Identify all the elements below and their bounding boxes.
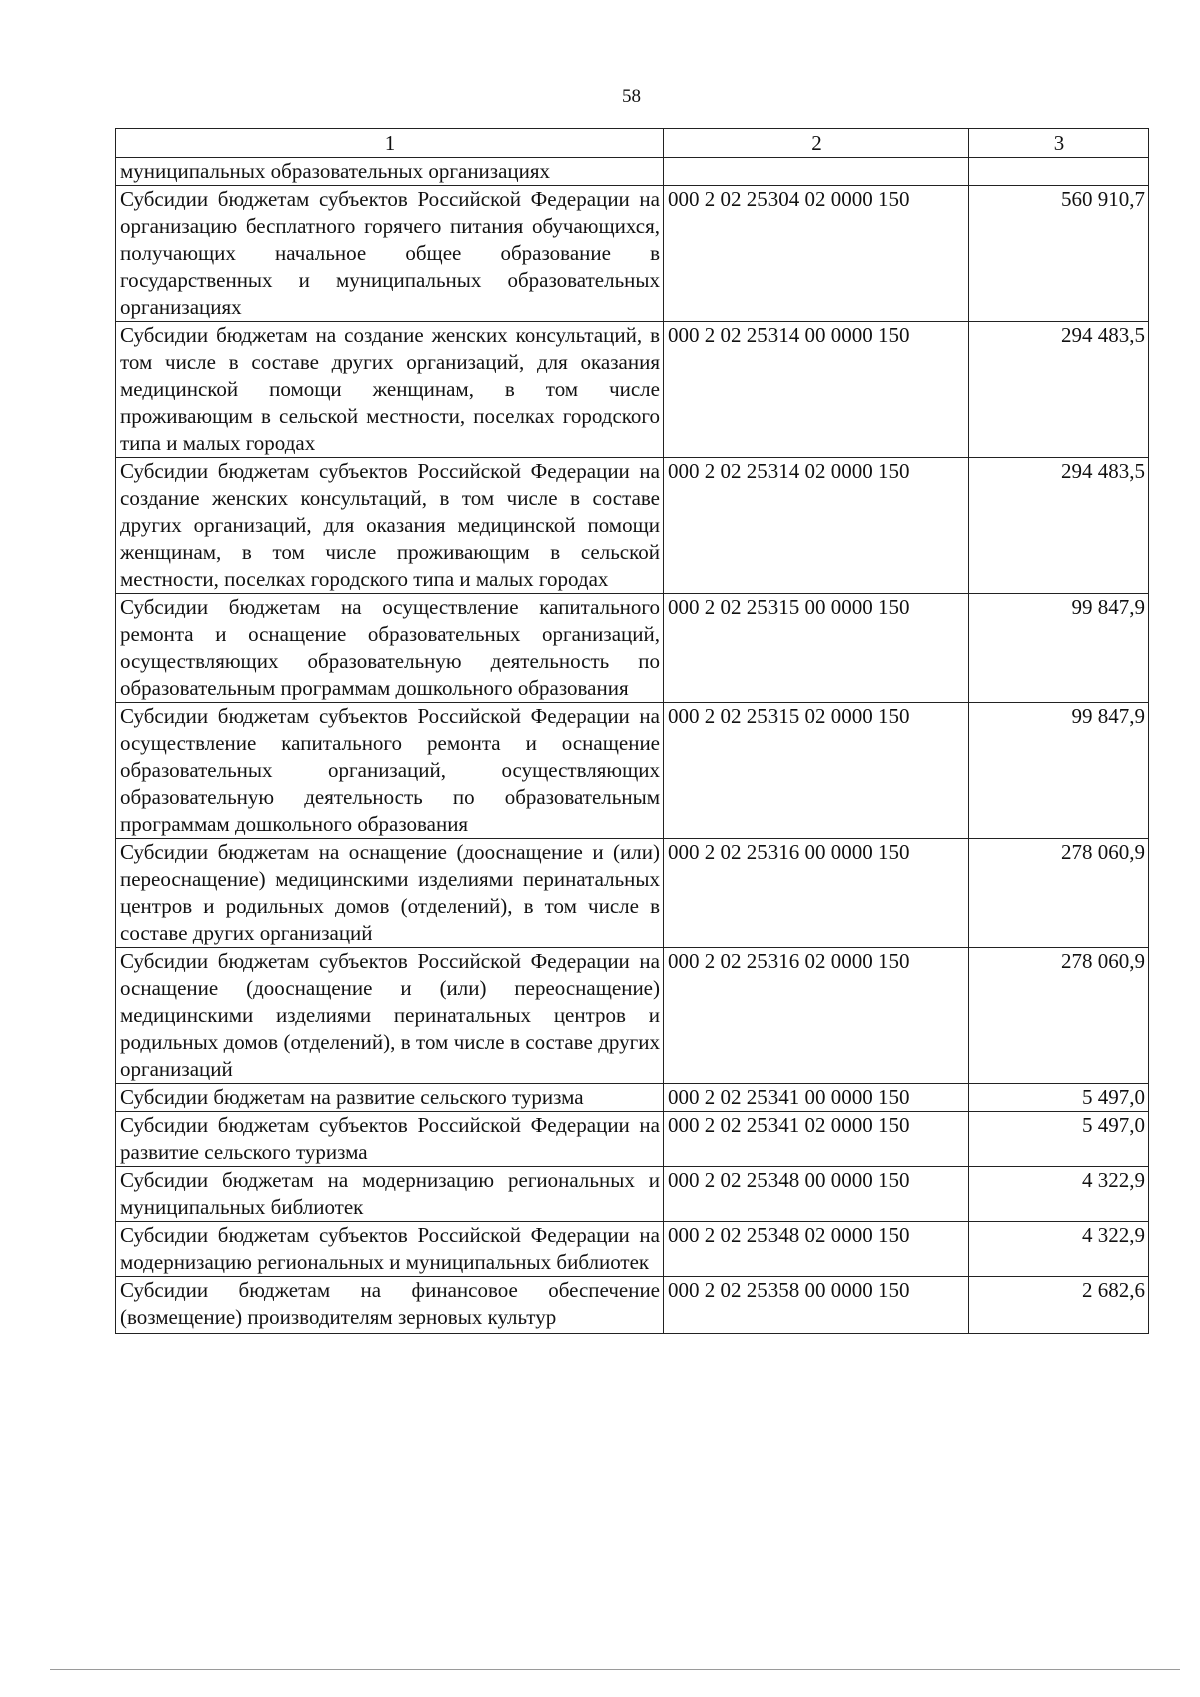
row-description: Субсидии бюджетам субъектов Российской Федерации на развитие сельского туризма [116,1112,664,1167]
page-bottom-rule [50,1669,1180,1670]
column-header-2: 2 [664,129,969,158]
row-amount: 4 322,9 [969,1222,1149,1277]
row-amount: 278 060,9 [969,839,1149,948]
table-row [116,458,1149,594]
row-code: 000 2 02 25315 02 0000 150 [664,703,969,839]
row-description: Субсидии бюджетам субъектов Российской Федерации на создание женских консультаций, в том числе в составе других организаций, для оказания медицинской помощи женщинам, в том числе проживающим в сельской местности, поселках городского типа и малых городах [116,458,664,594]
row-description: Субсидии бюджетам субъектов Российской Федерации на осуществление капитального ремонта и оснащение образовательных организаций, осуществляющих образовательную деятельность по образовательным программам дошкольного образования [116,703,664,839]
column-header-3: 3 [969,129,1149,158]
row-description: Субсидии бюджетам на развитие сельского туризма [116,1084,664,1112]
table-row [116,1112,1149,1167]
table-header-row [116,129,1149,158]
table-row [116,594,1149,703]
row-code: 000 2 02 25315 00 0000 150 [664,594,969,703]
table-row [116,948,1149,1084]
row-description: Субсидии бюджетам на создание женских консультаций, в том числе в составе других организаций, для оказания медицинской помощи женщинам, в том числе проживающим в сельской местности, поселках городского типа и малых городах [116,322,664,458]
row-amount: 99 847,9 [969,594,1149,703]
row-description: Субсидии бюджетам субъектов Российской Федерации на оснащение (дооснащение и (или) переоснащение) медицинскими изделиями перинатальных центров и родильных домов (отделений), в том числе в составе других организаций [116,948,664,1084]
row-code: 000 2 02 25348 00 0000 150 [664,1167,969,1222]
table-row [116,1222,1149,1277]
table-row [116,839,1149,948]
row-amount: 294 483,5 [969,458,1149,594]
row-code: 000 2 02 25358 00 0000 150 [664,1277,969,1334]
row-code: 000 2 02 25314 02 0000 150 [664,458,969,594]
row-amount: 4 322,9 [969,1167,1149,1222]
row-amount [969,158,1149,186]
row-amount: 560 910,7 [969,186,1149,322]
row-description-cell [116,1277,664,1334]
row-code: 000 2 02 25341 02 0000 150 [664,1112,969,1167]
row-code: 000 2 02 25316 02 0000 150 [664,948,969,1084]
row-code: 000 2 02 25341 00 0000 150 [664,1084,969,1112]
budget-table [115,128,1149,1334]
row-amount: 99 847,9 [969,703,1149,839]
page-number: 58 [622,86,641,107]
row-description: муниципальных образовательных организациях [116,158,664,186]
row-description: Субсидии бюджетам на финансовое обеспечение (возмещение) производителям зерновых культур [120,1278,660,1329]
row-description: Субсидии бюджетам на модернизацию региональных и муниципальных библиотек [116,1167,664,1222]
row-code: 000 2 02 25348 02 0000 150 [664,1222,969,1277]
table-row [116,158,1149,186]
row-amount: 5 497,0 [969,1112,1149,1167]
table-row [116,1084,1149,1112]
row-code [664,158,969,186]
row-description: Субсидии бюджетам субъектов Российской Федерации на модернизацию региональных и муниципальных библиотек [116,1222,664,1277]
row-code: 000 2 02 25314 00 0000 150 [664,322,969,458]
row-amount: 2 682,6 [969,1277,1149,1334]
table-row [116,703,1149,839]
row-code: 000 2 02 25316 00 0000 150 [664,839,969,948]
row-amount: 278 060,9 [969,948,1149,1084]
row-amount: 294 483,5 [969,322,1149,458]
table-row [116,1167,1149,1222]
row-description: Субсидии бюджетам субъектов Российской Федерации на организацию бесплатного горячего питания обучающихся, получающих начальное общее образование в государственных и муниципальных образовательных организациях [116,186,664,322]
column-header-1: 1 [116,129,664,158]
table-row [116,1277,1149,1334]
table-row [116,186,1149,322]
row-code: 000 2 02 25304 02 0000 150 [664,186,969,322]
table-row [116,322,1149,458]
row-amount: 5 497,0 [969,1084,1149,1112]
row-description: Субсидии бюджетам на оснащение (дооснащение и (или) переоснащение) медицинскими изделиями перинатальных центров и родильных домов (отделений), в том числе в составе других организаций [116,839,664,948]
row-description: Субсидии бюджетам на осуществление капитального ремонта и оснащение образовательных организаций, осуществляющих образовательную деятельность по образовательным программам дошкольного образования [116,594,664,703]
